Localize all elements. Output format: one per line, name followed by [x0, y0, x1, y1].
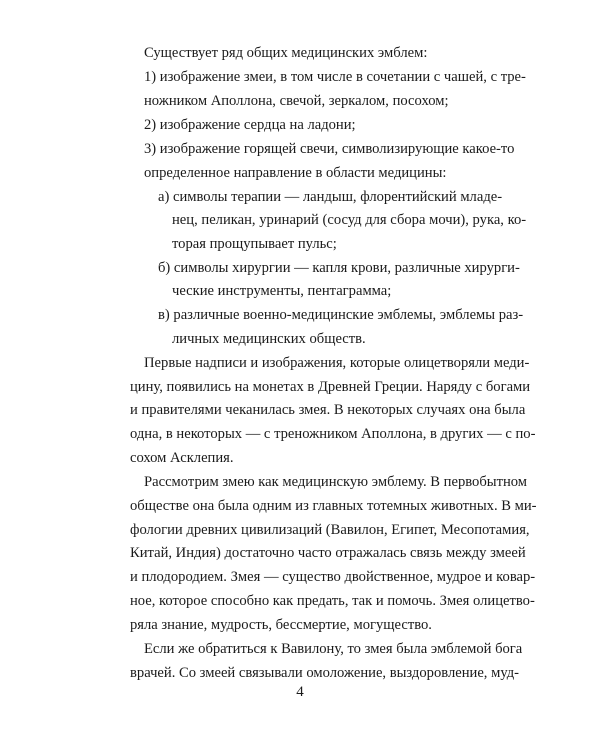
- text-line: фологии древних цивилизаций (Вавилон, Египет, Месопотамия,: [130, 522, 530, 538]
- text-line: ное, которое способно как предать, так и помочь. Змея олицетво-: [130, 593, 535, 609]
- text-line: Первые надписи и изображения, которые олицетворяли меди-: [144, 355, 530, 371]
- text-line: ряла знание, мудрость, бессмертие, могущество.: [130, 617, 432, 633]
- page-number: 4: [296, 684, 304, 700]
- text-line: б) символы хирургии — капля крови, различные хирурги-: [158, 260, 520, 276]
- text-line: торая прощупывает пульс;: [172, 236, 337, 252]
- text-line: Китай, Индия) достаточно часто отражалась связь между змеей: [130, 545, 526, 561]
- text-line: Рассмотрим змею как медицинскую эмблему. В первобытном: [144, 474, 528, 490]
- text-line: Существует ряд общих медицинских эмблем:: [144, 45, 428, 61]
- text-line: цину, появились на монетах в Древней Греции. Наряду с богами: [130, 379, 531, 395]
- text-line: а) символы терапии — ландыш, флорентийский младе-: [158, 189, 503, 205]
- text-line: ножником Аполлона, свечой, зеркалом, посохом;: [144, 93, 449, 109]
- text-line: и плодородием. Змея — существо двойственное, мудрое и ковар-: [130, 569, 536, 585]
- text-line: обществе она была одним из главных тотемных животных. В ми-: [130, 498, 537, 514]
- text-line: ческие инструменты, пентаграмма;: [172, 283, 392, 299]
- text-line: Если же обратиться к Вавилону, то змея была эмблемой бога: [144, 641, 523, 657]
- text-line: 2) изображение сердца на ладони;: [144, 117, 356, 133]
- text-line: 3) изображение горящей свечи, символизирующие какое-то: [144, 141, 515, 157]
- text-line: определенное направление в области медицины:: [144, 165, 447, 181]
- text-line: сохом Асклепия.: [130, 450, 234, 466]
- text-line: 1) изображение змеи, в том числе в сочетании с чашей, с тре-: [144, 69, 526, 85]
- text-line: нец, пеликан, уринарий (сосуд для сбора мочи), рука, ко-: [172, 212, 527, 228]
- text-line: врачей. Со змеей связывали омоложение, выздоровление, муд-: [130, 665, 519, 681]
- text-line: в) различные военно-медицинские эмблемы, эмблемы раз-: [158, 307, 524, 323]
- text-line: и правителями чеканилась змея. В некоторых случаях она была: [130, 402, 526, 418]
- text-line: личных медицинских обществ.: [172, 331, 366, 347]
- text-line: одна, в некоторых — с треножником Аполлона, в других — с по-: [130, 426, 536, 442]
